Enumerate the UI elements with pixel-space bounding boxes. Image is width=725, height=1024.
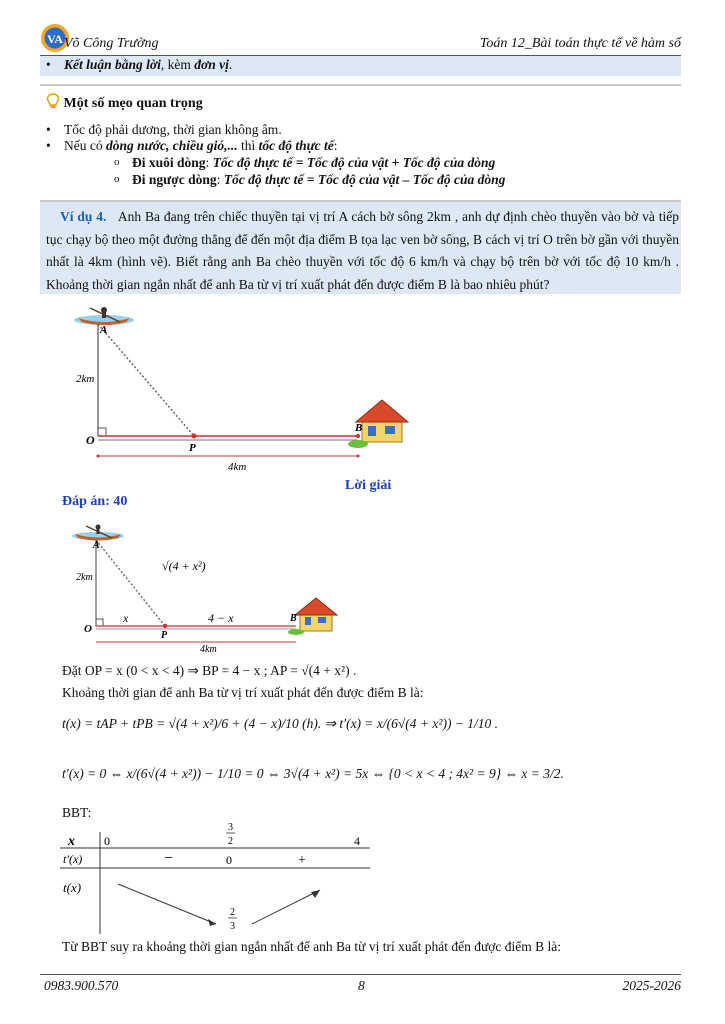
- table-sign-left: −: [164, 850, 174, 867]
- figure-2: [60, 518, 340, 653]
- solution-title: Lời giải: [345, 478, 392, 493]
- bbt-label: BBT:: [62, 805, 92, 820]
- figure-1: [60, 300, 420, 480]
- fig2-label-4km: 4km: [200, 644, 217, 653]
- header-author: Võ Công Trường: [64, 36, 159, 51]
- tip-1: • Tốc độ phải dương, thời gian không âm.: [64, 122, 282, 138]
- fig2-label-4mx: 4 − x: [208, 611, 234, 625]
- footer-phone: 0983.900.570: [44, 978, 119, 993]
- table-sign-right: +: [298, 853, 306, 868]
- fig2-label-O: O: [84, 623, 92, 635]
- fig1-label-P: P: [189, 442, 196, 454]
- table-x-mid-den: 2: [228, 836, 233, 847]
- table-sign-zero: 0: [226, 853, 232, 867]
- lightbulb-icon: [46, 93, 60, 109]
- step-time-formula: t(x) = tAP + tPB = √(4 + x²)/6 + (4 − x)/10 (h). ⇒ t′(x) = x/(6√(4 + x²)) − 1/10 .: [62, 716, 499, 731]
- step-derivative: t′(x) = 0 ⇔ x/(6√(4 + x²)) − 1/10 = 0 ⇔ 3√(4 + x²) = 5x ⇔ {0 < x < 4 ; 4x² = 9} ⇔ x = 3/2.: [62, 766, 564, 781]
- fig1-label-4km: 4km: [228, 461, 247, 473]
- table-min-num: 2: [230, 907, 235, 918]
- variation-table: [58, 818, 378, 938]
- logo-text: VA: [47, 32, 63, 46]
- answer: Đáp án: 40: [62, 494, 128, 509]
- table-row-t: t(x): [63, 880, 82, 895]
- fig1-label-B: B: [355, 422, 363, 434]
- example-text: Ví dụ 4. Anh Ba đang trên chiếc thuyền tại vị trí A cách bờ sông 2km , anh dự định chèo thuyền vào bờ và tiếp tục chạy bộ theo một đường thẳng để đến một địa điểm B tọa lạc ven bờ sông, B cách vị trí O trên bờ gần với thuyền nhất là 4km (hình vẽ). Biết rằng anh Ba chèo thuyền với tốc độ 6 km/h và chạy bộ trên bờ với tốc độ 10 km/h . Khoảng thời gian ngắn nhất để anh Ba từ vị trí xuất phát đến được điểm B là bao nhiêu phút?: [46, 209, 679, 292]
- fig2-label-A: A: [93, 540, 100, 551]
- tip-2: • Nếu có dòng nước, chiều gió,... thì tốc độ thực tế:: [64, 138, 338, 154]
- fig2-label-B: B: [290, 613, 297, 624]
- table-x0: 0: [104, 834, 110, 848]
- tips-title: Một số mẹo quan trọng: [46, 93, 203, 112]
- fig2-label-x: x: [123, 611, 129, 625]
- header-title: Toán 12_Bài toán thực tế về hàm số: [479, 36, 681, 51]
- table-min-den: 3: [230, 921, 235, 932]
- table-row-tp: t′(x): [63, 852, 83, 866]
- fig1-label-A: A: [100, 324, 108, 336]
- step-define: Đặt OP = x (0 < x < 4) ⇒ BP = 4 − x ; AP = √(4 + x²) .: [62, 663, 357, 678]
- tip-upstream: o Đi ngược dòng: Tốc độ thực tế = Tốc độ của vật – Tốc độ của dòng: [132, 172, 505, 188]
- table-x-end: 4: [354, 834, 360, 848]
- fig2-label-sqrt: √(4 + x²): [162, 559, 206, 573]
- tip-downstream: o Đi xuôi dòng: Tốc độ thực tế = Tốc độ của vật + Tốc độ của dòng: [132, 155, 495, 171]
- table-x-mid-num: 3: [228, 822, 233, 833]
- fig2-label-P: P: [161, 630, 168, 641]
- table-row-x: x: [68, 834, 75, 849]
- fig1-label-O: O: [86, 433, 95, 447]
- footer-page: 8: [358, 978, 365, 993]
- step-intro: Khoảng thời gian để anh Ba từ vị trí xuất phát đến được điểm B là:: [62, 685, 424, 700]
- fig2-label-2km: 2km: [76, 572, 93, 583]
- section-divider: [40, 84, 681, 86]
- top-bullet: • Kết luận bằng lời, kèm đơn vị.: [46, 57, 233, 72]
- conclusion-text: Từ BBT suy ra khoảng thời gian ngắn nhất để anh Ba từ vị trí xuất phát đến được điểm B là:: [62, 939, 562, 954]
- footer-year: 2025-2026: [622, 978, 681, 993]
- fig1-label-2km: 2km: [76, 373, 95, 385]
- footer-divider: [40, 974, 681, 975]
